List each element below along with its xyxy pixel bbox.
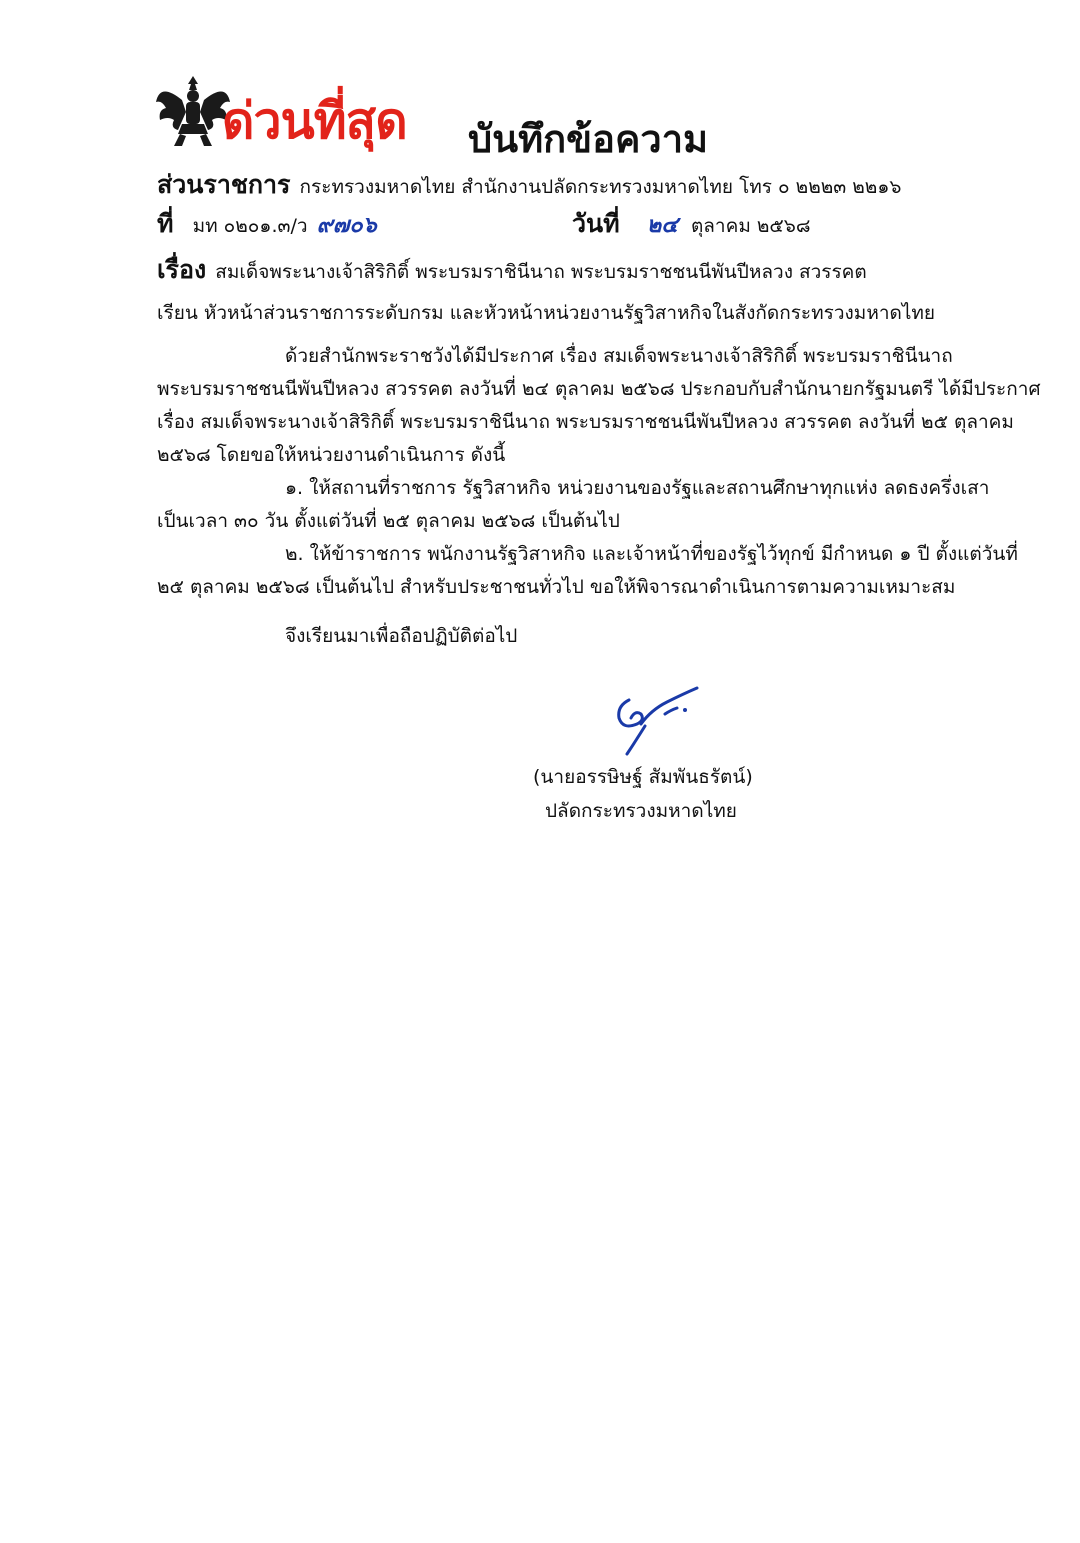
department-row	[157, 165, 901, 205]
subject-value: สมเด็จพระนางเจ้าสิริกิติ์ พระบรมราชินีนาถ พระบรมราชชนนีพันปีหลวง สวรรคต	[215, 261, 867, 283]
urgency-stamp: ด่วนที่สุด	[222, 92, 407, 150]
paragraph-1-line-4: ๒๕๖๘ โดยขอให้หน่วยงานดำเนินการ ดังนี้	[157, 444, 506, 466]
item-1-line-2: เป็นเวลา ๓๐ วัน ตั้งแต่วันที่ ๒๕ ตุลาคม ๒๕๖๘ เป็นต้นไป	[157, 510, 620, 532]
date-handwritten-day: ๒๔	[646, 213, 678, 238]
handwritten-signature	[605, 680, 710, 760]
subject-label: เรื่อง	[157, 255, 207, 284]
item-2-line-2: ๒๕ ตุลาคม ๒๕๖๘ เป็นต้นไป สำหรับประชาชนทั่วไป ขอให้พิจารณาดำเนินการตามความเหมาะสม	[157, 576, 956, 598]
subject-row	[157, 250, 867, 290]
paragraph-1-line-3: เรื่อง สมเด็จพระนางเจ้าสิริกิติ์ พระบรมราชินีนาถ พระบรมราชชนนีพันปีหลวง สวรรคต ลงวันที่ ๒๕ ตุลาคม	[157, 411, 1014, 433]
reference-handwritten-number: ๙๗๐๖	[316, 213, 377, 238]
department-value: กระทรวงมหาดไทย สำนักงานปลัดกระทรวงมหาดไทย โทร ๐ ๒๒๒๓ ๒๒๑๖	[299, 176, 902, 198]
paragraph-1-line-1: ด้วยสำนักพระราชวังได้มีประกาศ เรื่อง สมเด็จพระนางเจ้าสิริกิติ์ พระบรมราชินีนาถ	[285, 345, 953, 367]
date-value: ตุลาคม ๒๕๖๘	[690, 215, 811, 237]
date-label: วันที่	[572, 209, 620, 238]
memo-title: บันทึกข้อความ	[468, 117, 709, 161]
reference-row	[157, 204, 377, 244]
closing-line: จึงเรียนมาเพื่อถือปฏิบัติต่อไป	[285, 625, 518, 647]
item-1-line-1: ๑. ให้สถานที่ราชการ รัฐวิสาหกิจ หน่วยงานของรัฐและสถานศึกษาทุกแห่ง ลดธงครึ่งเสา	[285, 477, 990, 499]
reference-value: มท ๐๒๐๑.๓/ว	[192, 215, 308, 237]
paragraph-1-line-2: พระบรมราชชนนีพันปีหลวง สวรรคต ลงวันที่ ๒๔ ตุลาคม ๒๕๖๘ ประกอบกับสำนักนายกรัฐมนตรี ได้มีประกาศ	[157, 378, 1041, 400]
reference-label: ที่	[157, 209, 174, 238]
signatory-name: (นายอรรษิษฐ์ สัมพันธรัตน์)	[533, 766, 753, 788]
item-2-line-1: ๒. ให้ข้าราชการ พนักงานรัฐวิสาหกิจ และเจ้าหน้าที่ของรัฐไว้ทุกข์ มีกำหนด ๑ ปี ตั้งแต่วันที่	[285, 543, 1018, 565]
department-label: ส่วนราชการ	[157, 170, 291, 199]
date-row	[572, 204, 811, 244]
salutation: เรียน หัวหน้าส่วนราชการระดับกรม และหัวหน้าหน่วยงานรัฐวิสาหกิจในสังกัดกระทรวงมหาดไทย	[157, 302, 936, 324]
signatory-position: ปลัดกระทรวงมหาดไทย	[545, 800, 737, 822]
